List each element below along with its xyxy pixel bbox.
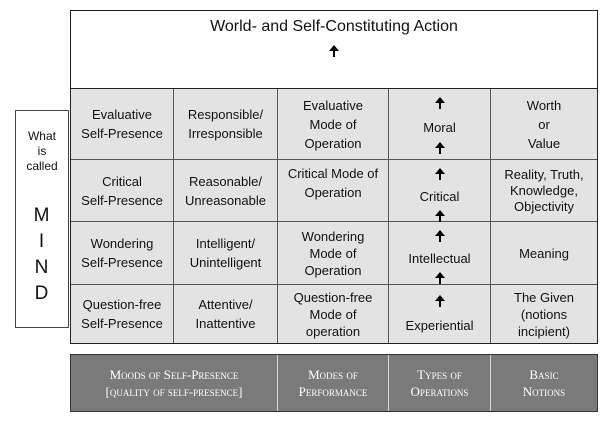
type-label: Intellectual bbox=[408, 251, 471, 266]
polarity-cell-reasonable bbox=[174, 160, 278, 222]
category-footer bbox=[70, 354, 598, 412]
footer-modes: Modes of Performance bbox=[278, 355, 389, 411]
up-arrow-icon bbox=[435, 228, 445, 247]
polarity-label: Intelligent/ Unintelligent bbox=[189, 236, 262, 270]
mode-cell-question-free bbox=[278, 285, 389, 343]
up-arrow-icon bbox=[435, 140, 445, 159]
type-cell-intellectual bbox=[389, 222, 491, 285]
mood-cell-wondering bbox=[71, 222, 174, 285]
notion-cell-given bbox=[491, 285, 597, 343]
mode-label: Question-free Mode of operation bbox=[293, 289, 373, 339]
up-arrow-icon bbox=[71, 44, 597, 62]
mode-label: Evaluative Mode of Operation bbox=[303, 97, 363, 151]
mood-cell-critical bbox=[71, 160, 174, 222]
mind-caption: What is called bbox=[26, 129, 58, 173]
mode-cell-evaluative bbox=[278, 89, 389, 160]
type-cell-experiential bbox=[389, 285, 491, 343]
notion-cell-reality bbox=[491, 160, 597, 222]
mood-cell-evaluative bbox=[71, 89, 174, 160]
polarity-cell-responsible bbox=[174, 89, 278, 160]
mind-letter-i: I bbox=[38, 231, 46, 252]
notion-cell-worth bbox=[491, 89, 597, 160]
mood-label: Evaluative Self-Presence bbox=[81, 107, 163, 141]
notion-label: Reality, Truth, Knowledge, Objectivity bbox=[504, 166, 584, 214]
notion-label: Meaning bbox=[519, 245, 569, 261]
mind-letter-d: D bbox=[34, 283, 50, 304]
footer-notions: Basic Notions bbox=[522, 367, 566, 399]
notion-label: Worth or Value bbox=[526, 97, 562, 151]
mood-cell-question-free bbox=[71, 285, 174, 343]
action-header bbox=[70, 10, 598, 88]
levels-grid bbox=[70, 88, 598, 344]
mind-letter-m: M bbox=[33, 205, 51, 226]
polarity-label: Responsible/ Irresponsible bbox=[187, 107, 264, 141]
polarity-label: Attentive/ Inattentive bbox=[195, 297, 256, 331]
action-title: World- and Self-Constituting Action bbox=[210, 18, 458, 35]
type-label: Experiential bbox=[405, 318, 474, 333]
notion-cell-meaning bbox=[491, 222, 597, 285]
mood-label: Wondering Self-Presence bbox=[81, 236, 163, 270]
up-arrow-icon bbox=[435, 293, 445, 312]
type-cell-moral bbox=[389, 89, 491, 160]
up-arrow-icon bbox=[435, 166, 445, 185]
notion-label: The Given (notions incipient) bbox=[514, 289, 574, 339]
type-label: Critical bbox=[419, 189, 460, 204]
mind-letter-n: N bbox=[34, 257, 50, 278]
footer-moods: Moods of Self-Presence [quality of self-presence] bbox=[71, 355, 278, 411]
mind-letters bbox=[16, 203, 68, 307]
polarity-label: Reasonable/ Unreasonable bbox=[185, 173, 266, 208]
mood-label: Question-free Self-Presence bbox=[81, 297, 163, 331]
footer-types: Types of Operations bbox=[389, 355, 491, 411]
polarity-cell-intelligent bbox=[174, 222, 278, 285]
up-arrow-icon bbox=[435, 95, 445, 114]
mode-cell-wondering bbox=[278, 222, 389, 285]
mode-label: Wondering Mode of Operation bbox=[301, 228, 365, 278]
mode-label: Critical Mode of Operation bbox=[287, 166, 379, 200]
mode-cell-critical bbox=[278, 160, 389, 222]
type-label: Moral bbox=[423, 120, 456, 135]
type-cell-critical bbox=[389, 160, 491, 222]
mood-label: Critical Self-Presence bbox=[81, 173, 163, 208]
mind-side-box bbox=[15, 110, 69, 328]
polarity-cell-attentive bbox=[174, 285, 278, 343]
